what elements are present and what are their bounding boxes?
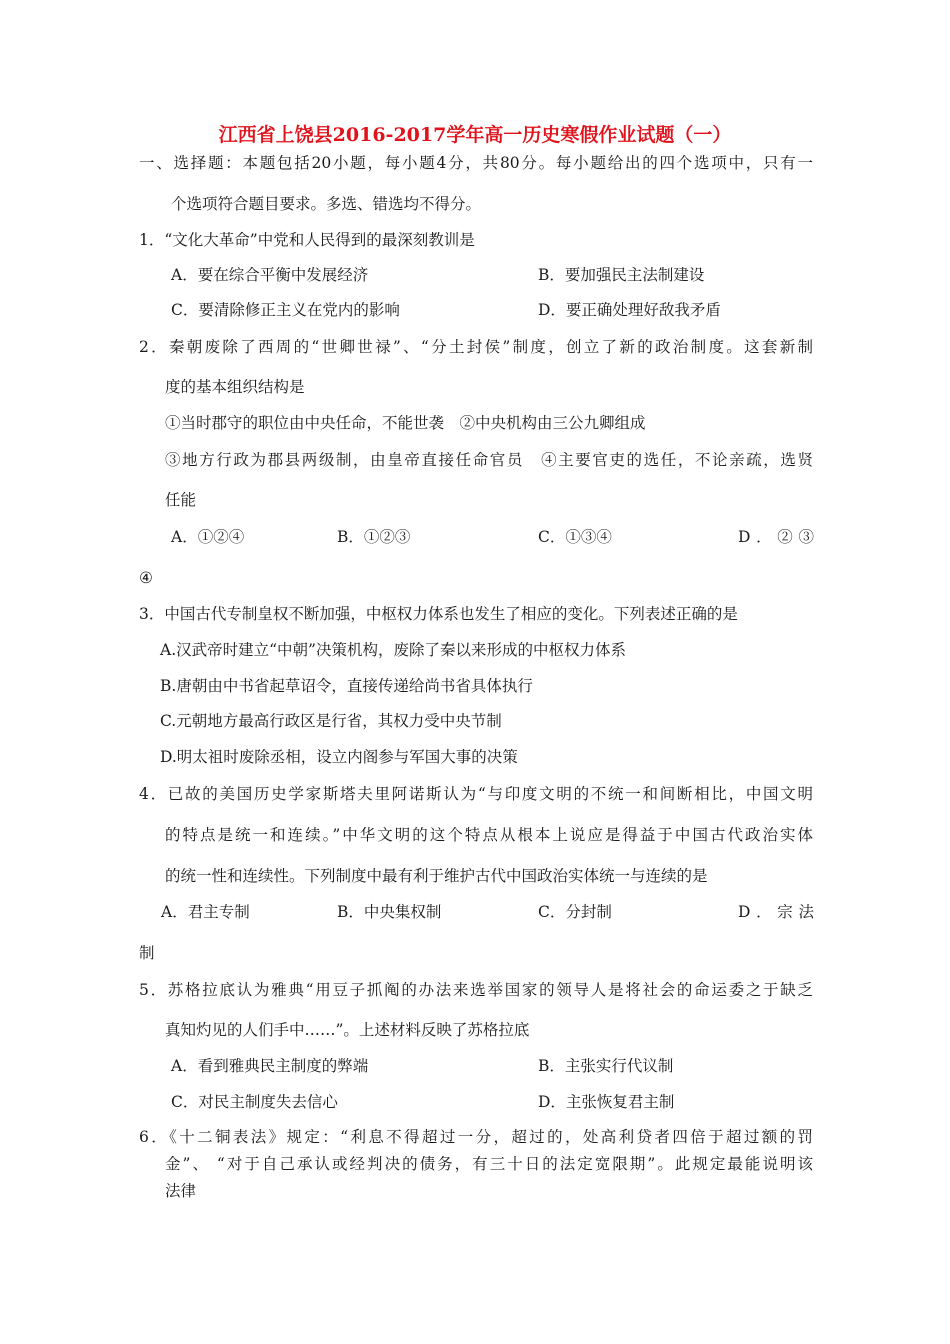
question-2-item-line-3: 任能 (165, 491, 197, 509)
question-4-stem-line-1: 4．已故的美国历史学家斯塔夫里阿诺斯认为“与印度文明的不统一和间断相比，中国文明 (139, 785, 813, 803)
question-4-stem-line-2: 的特点是统一和连续。”中华文明的这个特点从根本上说应是得益于中国古代政治实体 (165, 826, 813, 844)
question-5-option-b: B．主张实行代议制 (538, 1057, 674, 1075)
question-3-option-a: A.汉武帝时建立“中朝”决策机构，废除了秦以来形成的中枢权力体系 (160, 641, 626, 659)
question-4-option-a: A．君主专制 (161, 903, 250, 921)
question-2-option-d: D．②③ (738, 528, 814, 546)
question-2-item-line-2: ③地方行政为郡县两级制，由皇帝直接任命官员 ④主要官吏的选任，不论亲疏，选贤 (165, 451, 813, 469)
question-3-option-d: D.明太祖时废除丞相，设立内阁参与军国大事的决策 (160, 748, 518, 766)
question-2-option-c: C．①③④ (538, 528, 612, 546)
question-1-option-d: D．要正确处理好敌我矛盾 (538, 301, 721, 319)
question-2-option-a: A．①②④ (171, 528, 245, 546)
question-2-item-line-1: ①当时郡守的职位由中央任命，不能世袭 ②中央机构由三公九卿组成 (165, 414, 646, 432)
question-5-option-c: C．对民主制度失去信心 (171, 1093, 338, 1111)
question-3-option-c: C.元朝地方最高行政区是行省，其权力受中央节制 (160, 712, 502, 730)
question-4-option-b: B．中央集权制 (337, 903, 442, 921)
question-2-stem-line-1: 2．秦朝废除了西周的“世卿世禄”、“分土封侯”制度，创立了新的政治制度。这套新制 (139, 338, 813, 356)
question-5-stem-line-1: 5．苏格拉底认为雅典“用豆子抓阄的办法来选举国家的领导人是将社会的命运委之于缺乏 (139, 981, 813, 999)
question-4-stem-line-3: 的统一性和连续性。下列制度中最有利于维护古代中国政治实体统一与连续的是 (165, 867, 708, 885)
question-4-option-d: D．宗法 (738, 903, 814, 921)
question-4-option-d-wrap: 制 (139, 944, 155, 962)
question-1-stem: 1．“文化大革命”中党和人民得到的最深刻教训是 (139, 231, 475, 249)
page-title: 江西省上饶县2016-2017学年高一历史寒假作业试题（一） (218, 124, 732, 146)
question-5-option-a: A．看到雅典民主制度的弊端 (171, 1057, 369, 1075)
question-3-option-b: B.唐朝由中书省起草诏令，直接传递给尚书省具体执行 (160, 677, 533, 695)
section-instructions-line-2: 个选项符合题目要求。多选、错选均不得分。 (171, 195, 482, 213)
section-instructions-line-1: 一、选择题：本题包括20小题，每小题4分，共80分。每小题给出的四个选项中，只有一 (139, 154, 813, 172)
question-5-option-d: D．主张恢复君主制 (538, 1093, 675, 1111)
question-1-option-b: B．要加强民主法制建设 (538, 266, 705, 284)
question-1-option-c: C．要清除修正主义在党内的影响 (171, 301, 400, 319)
question-2-option-d-wrap: ④ (139, 569, 153, 587)
question-6-stem-line-3: 法律 (165, 1182, 197, 1200)
question-2-stem-line-2: 度的基本组织结构是 (165, 378, 305, 396)
question-2-option-b: B．①②③ (337, 528, 411, 546)
question-6-stem-line-1: 6．《十二铜表法》规定：“利息不得超过一分，超过的，处高利贷者四倍于超过额的罚 (139, 1128, 813, 1146)
question-6-stem-line-2: 金”、 “对于自己承认或经判决的债务，有三十日的法定宽限期”。此规定最能说明该 (165, 1155, 813, 1173)
question-4-option-c: C．分封制 (538, 903, 612, 921)
question-5-stem-line-2: 真知灼见的人们手中……”。上述材料反映了苏格拉底 (165, 1021, 530, 1039)
question-3-stem: 3．中国古代专制皇权不断加强，中枢权力体系也发生了相应的变化。下列表述正确的是 (139, 605, 738, 623)
question-1-option-a: A．要在综合平衡中发展经济 (171, 266, 369, 284)
